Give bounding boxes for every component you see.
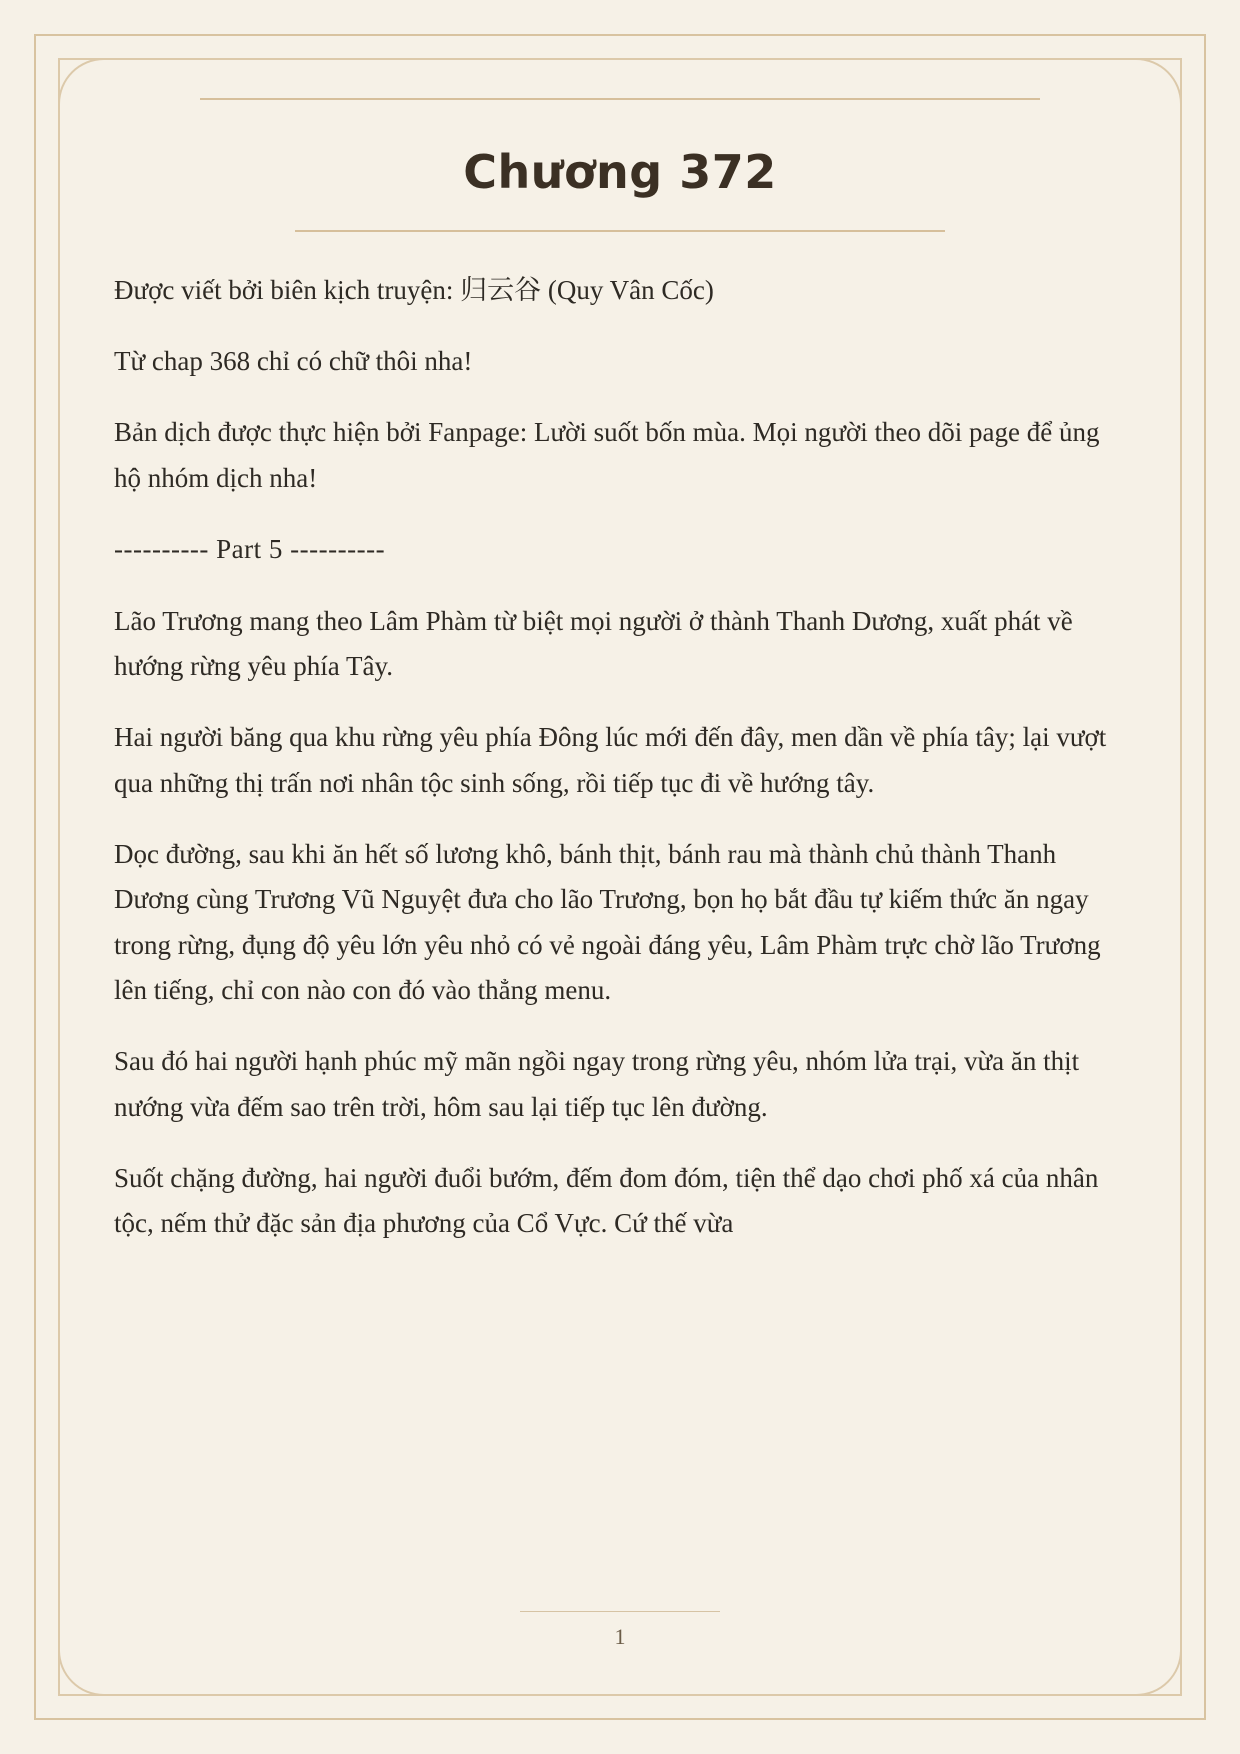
paragraph: Dọc đường, sau khi ăn hết số lương khô, bánh thịt, bánh rau mà thành chủ thành Thanh Dương cùng Trương Vũ Nguyệt đưa cho lão Trương, bọn họ bắt đầu tự kiếm thức ăn ngay trong rừng, đụng độ yêu lớn yêu nhỏ có vẻ ngoài đáng yêu, Lâm Phàm trực chờ lão Trương lên tiếng, chỉ con nào con đó vào thẳng menu. (114, 838, 1101, 1006)
paragraph: Sau đó hai người hạnh phúc mỹ mãn ngồi ngay trong rừng yêu, nhóm lửa trại, vừa ăn thịt nướng vừa đếm sao trên trời, hôm sau lại tiếp tục lên đường. (114, 1046, 1080, 1122)
paragraph: Bản dịch được thực hiện bởi Fanpage: Lười suốt bốn mùa. Mọi người theo dõi page để ủng hộ nhóm dịch nha! (114, 417, 1100, 493)
paragraph: Hai người băng qua khu rừng yêu phía Đông lúc mới đến đây, men dần về phía tây; lại vượt qua những thị trấn nơi nhân tộc sinh sống, rồi tiếp tục đi về hướng tây. (114, 722, 1107, 798)
page-number: 1 (614, 1624, 626, 1649)
page-footer (0, 1611, 1240, 1650)
title-top-rule (200, 98, 1040, 100)
body-text-container (108, 268, 1132, 1247)
paragraph: Được viết bởi biên kịch truyện: 归云谷 (Quy Vân Cốc) (114, 274, 714, 305)
part-divider-label: ---------- Part 5 ---------- (114, 534, 386, 565)
paragraph: Từ chap 368 chỉ có chữ thôi nha! (114, 346, 473, 377)
page-title: Chương 372 (463, 145, 777, 199)
footer-rule (520, 1611, 720, 1612)
page-content (108, 88, 1132, 1273)
paragraph: Suốt chặng đường, hai người đuổi bướm, đếm đom đóm, tiện thể dạo chơi phố xá của nhân tộc, nếm thử đặc sản địa phương của Cổ Vực. Cứ thế vừa (114, 1163, 1099, 1239)
title-bottom-rule (295, 230, 945, 232)
paragraph: Lão Trương mang theo Lâm Phàm từ biệt mọi người ở thành Thanh Dương, xuất phát về hướng rừng yêu phía Tây. (114, 605, 1073, 681)
